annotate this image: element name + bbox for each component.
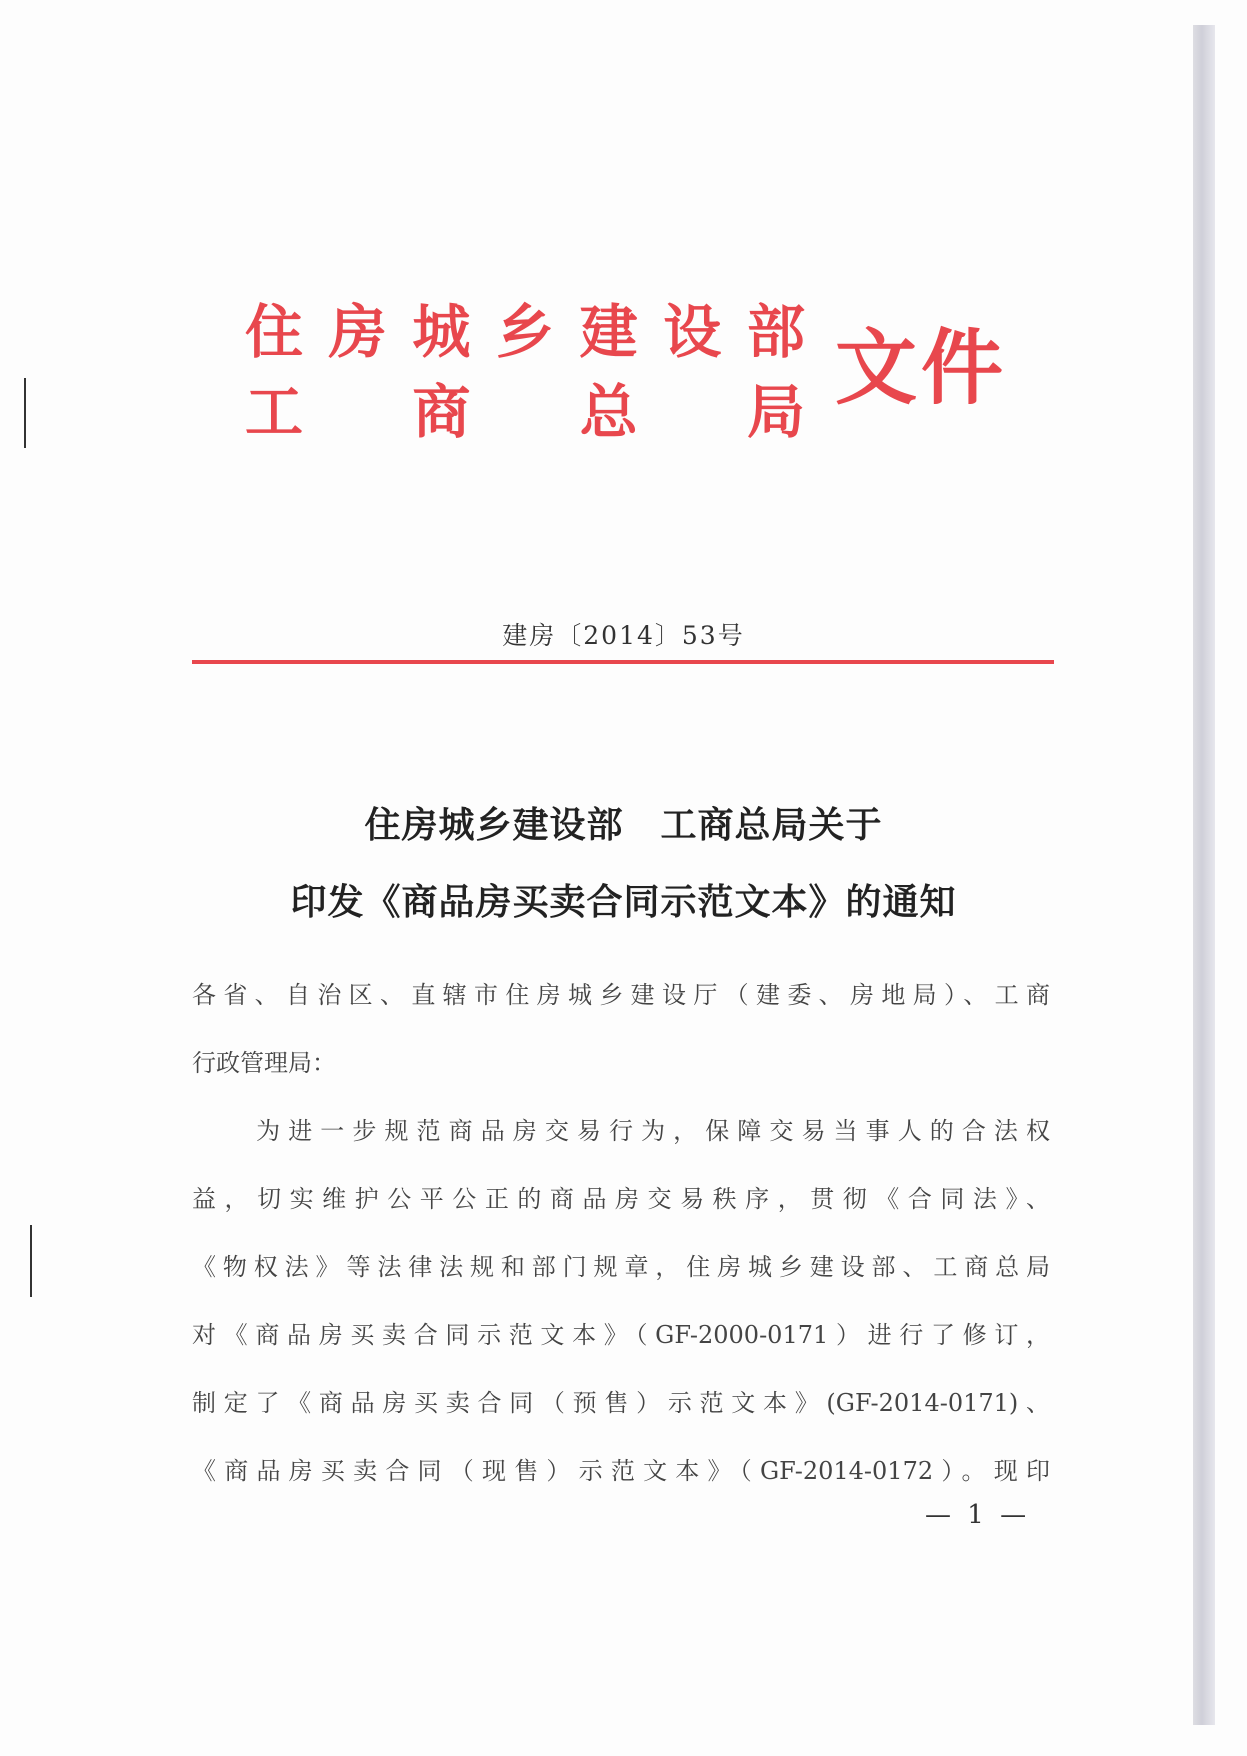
letterhead-issuer-1 [245,296,805,368]
letterhead-char: 部 [746,298,805,366]
body-line: 《物权法》等法律法规和部门规章，住房城乡建设部、工商总局 [192,1253,1050,1281]
letterhead-char: 乡 [495,298,554,366]
body-line: 为进一步规范商品房交易行为，保障交易当事人的合法权 [192,1117,1050,1145]
letterhead-char: 局 [746,378,805,446]
letterhead-char: 房 [328,298,387,366]
letterhead-char: 建 [579,298,638,366]
red-divider [192,660,1054,664]
letterhead-char: 工 [245,378,304,446]
body-line: 《商品房买卖合同（现售）示范文本》（GF-2014-0172）。现印 [192,1457,1050,1485]
letterhead-char: 总 [579,378,638,446]
body-line: 制定了《商品房买卖合同（预售）示范文本》(GF-2014-0171)、 [192,1389,1050,1417]
body-line: 益，切实维护公平公正的商品房交易秩序，贯彻《合同法》、 [192,1185,1050,1213]
letterhead-document-label: 文件 [835,320,1008,416]
binder-mark [24,378,26,448]
letterhead-char: 设 [663,298,722,366]
body-line: 行政管理局： [192,1049,336,1077]
body-line: 对《商品房买卖合同示范文本》（GF-2000-0171）进行了修订， [192,1321,1050,1349]
letterhead-issuer-2 [245,376,805,448]
letterhead-char: 商 [412,378,471,446]
page-number: — 1 — [925,1500,1031,1530]
letterhead-char: 城 [412,298,471,366]
document-title-line-2: 印发《商品房买卖合同示范文本》的通知 [290,881,957,923]
letterhead-char: 住 [245,298,304,366]
body-line: 各省、自治区、直辖市住房城乡建设厅（建委、房地局）、工商 [192,981,1050,1009]
binder-mark [30,1225,32,1297]
document-number: 建房〔2014〕53号 [502,621,745,650]
document-title-line-1: 住房城乡建设部 工商总局关于 [364,804,883,846]
